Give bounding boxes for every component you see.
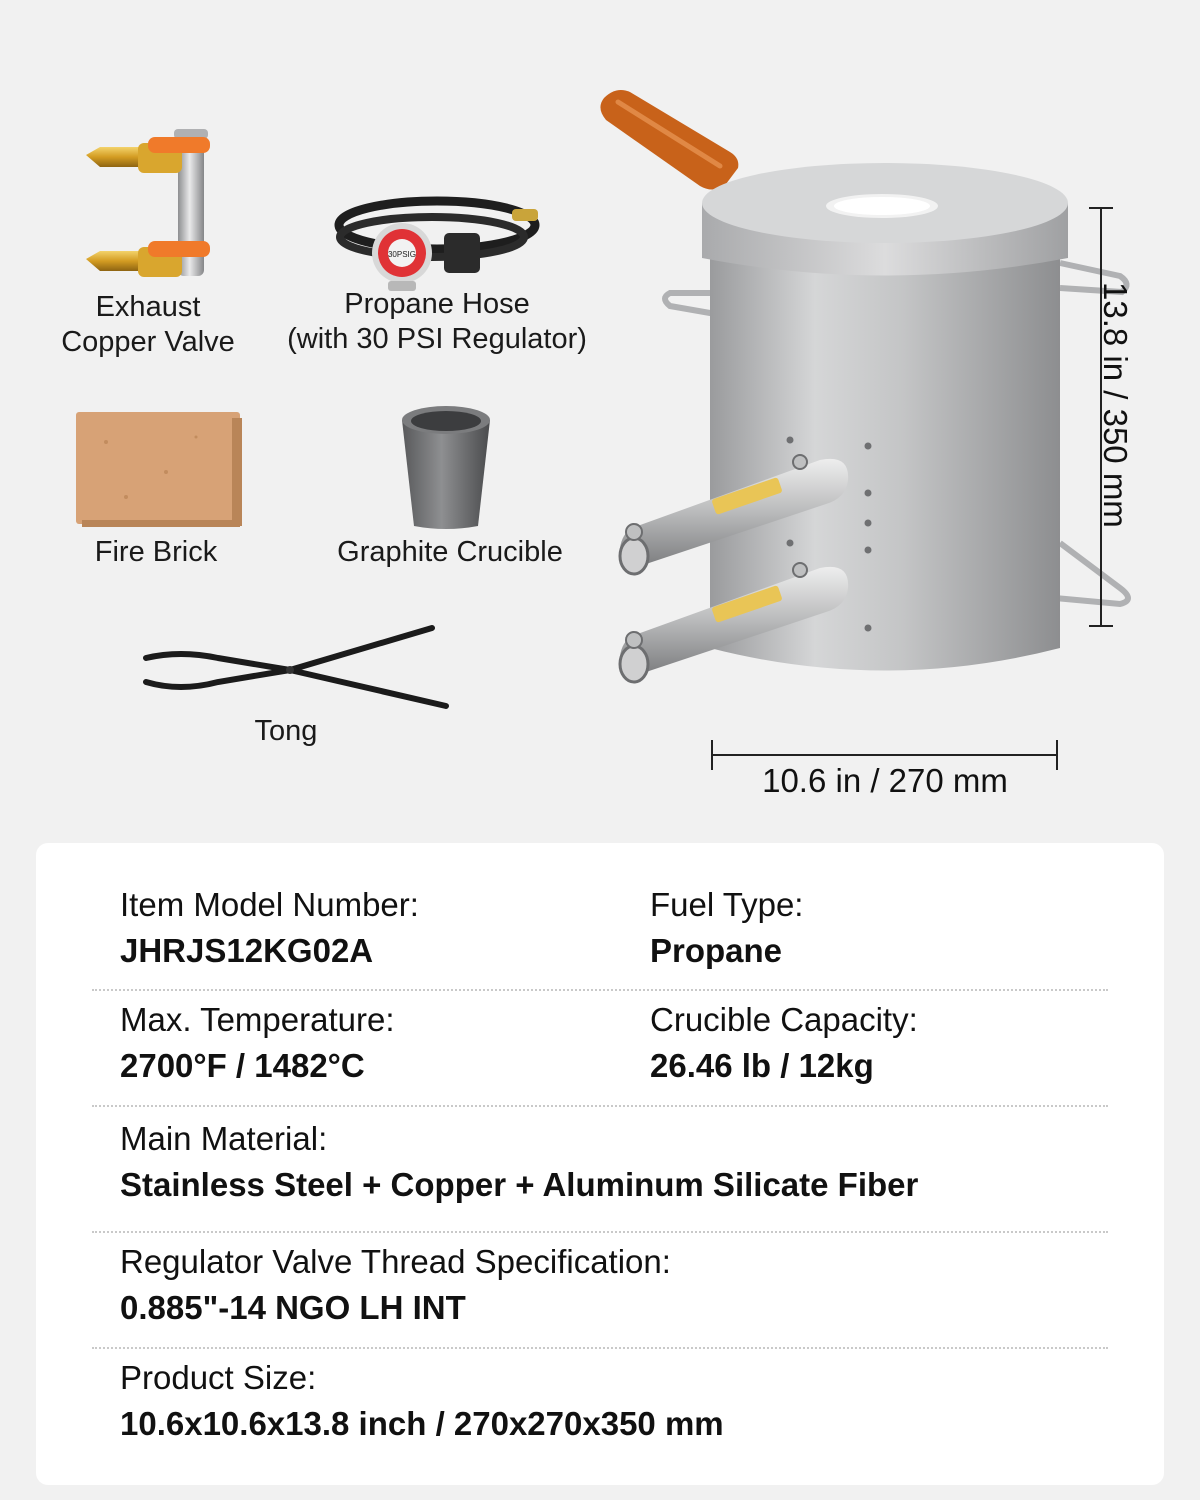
propane-hose-label — [262, 287, 612, 357]
exhaust-copper-valve-label-line2: Copper Valve — [61, 326, 235, 358]
fire-brick-label: Fire Brick — [94, 536, 218, 568]
spec-divider — [92, 989, 1108, 991]
crucible-capacity-value: 26.46 lb / 12kg — [650, 1047, 874, 1084]
product-size-value: 10.6x10.6x13.8 inch / 270x270x350 mm — [120, 1405, 724, 1442]
width-dimension-label: 10.6 in / 270 mm — [762, 762, 1008, 799]
exhaust-copper-valve-label — [48, 290, 248, 360]
exhaust-copper-valve-label-line1: Exhaust — [95, 291, 201, 323]
model-number-value: JHRJS12KG02A — [120, 932, 374, 969]
regulator-gauge-text: 30PSIG — [387, 250, 417, 259]
max-temperature-label: Max. Temperature: — [120, 1001, 395, 1038]
melting-furnace-image — [590, 88, 1150, 708]
height-dimension-label: 13.8 in / 350 mm — [1097, 282, 1134, 528]
thread-spec-label: Regulator Valve Thread Specification: — [120, 1243, 671, 1280]
specification-panel — [36, 843, 1164, 1485]
spec-divider — [92, 1231, 1108, 1233]
fuel-type-value: Propane — [650, 932, 783, 969]
model-number-label: Item Model Number: — [120, 886, 419, 923]
max-temperature-value: 2700°F / 1482°C — [120, 1047, 365, 1084]
propane-hose-image — [322, 185, 552, 295]
fuel-type-label: Fuel Type: — [650, 886, 804, 923]
thread-spec-value: 0.885"-14 NGO LH INT — [120, 1289, 466, 1326]
crucible-capacity-label: Crucible Capacity: — [650, 1001, 918, 1038]
fire-brick-image — [76, 412, 244, 528]
main-material-value: Stainless Steel + Copper + Aluminum Silicate Fiber — [120, 1166, 919, 1203]
tong-image — [140, 620, 460, 715]
propane-hose-label-line2: (with 30 PSI Regulator) — [287, 323, 587, 355]
propane-hose-label-line1: Propane Hose — [344, 288, 530, 320]
main-material-label: Main Material: — [120, 1120, 328, 1157]
spec-divider — [92, 1105, 1108, 1107]
exhaust-copper-valve-image — [78, 125, 228, 285]
graphite-crucible-image — [398, 402, 494, 532]
graphite-crucible-label: Graphite Crucible — [337, 536, 563, 568]
product-size-label: Product Size: — [120, 1359, 317, 1396]
spec-divider — [92, 1347, 1108, 1349]
tong-label: Tong — [254, 715, 318, 747]
